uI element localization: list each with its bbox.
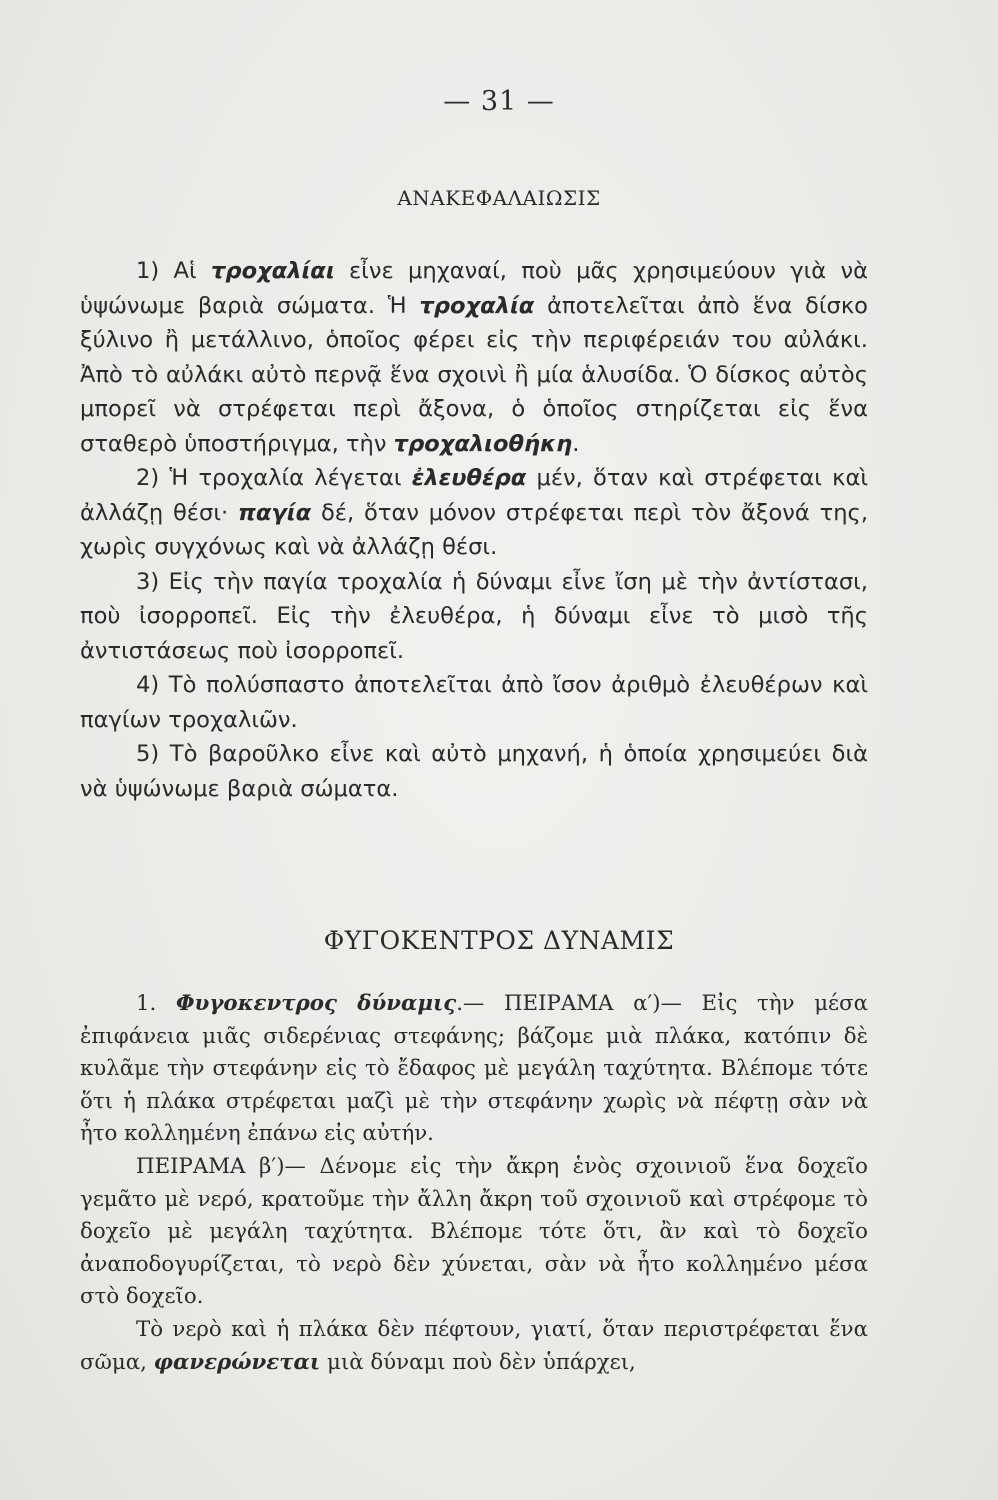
text-run: ἀποτελεῖται ἀπὸ ἕνα δίσκο ξύλινο ἢ μετάλλινο, ὁποῖος φέρει εἰς τὴν περιφέρειάν του αὐλάκι. Ἀπὸ τὸ αὐλάκι αὐτὸ περνᾷ ἕνα σχοινὶ ἢ μία ἁλυσίδα. Ὁ δίσκος αὐτὸς μπορεῖ νὰ στρέφεται περὶ ἄξονα, ὁ ὁποῖος στηρίζεται εἰς ἕνα σταθερὸ ὑποστήριγμα, τὴν bbox=[80, 292, 868, 457]
text-run: ΠΕΙΡΑΜΑ β′)— Δένομε εἰς τὴν ἄκρη ἑνὸς σχοινιοῦ ἕνα δοχεῖο γεμᾶτο μὲ νερό, κρατοῦμε τὴν ἄλλη ἄκρη τοῦ σχοινιοῦ καὶ στρέφομε τὸ δοχεῖο μὲ μεγάλη ταχύτητα. Βλέπομε τότε ὅτι, ἂν καὶ τὸ δοχεῖο ἀναποδογυρίζεται, τὸ νερὸ δὲν χύνεται, σὰν νὰ ἦτο κολλημένο μέσα στὸ δοχεῖο. bbox=[80, 1153, 868, 1310]
text-run: 2) Ἡ τροχαλία λέγεται bbox=[136, 465, 412, 491]
term-free: ἐλευθέρα bbox=[411, 465, 527, 491]
centrifugal-paragraph-3 bbox=[80, 1314, 868, 1379]
summary-paragraph-1 bbox=[80, 254, 868, 461]
term-fixed: παγία bbox=[238, 499, 312, 526]
term-pulley: τροχαλία bbox=[419, 292, 535, 319]
term-pulleys: τροχαλίαι bbox=[210, 258, 335, 284]
text-run: δέ, ὅταν μόνον στρέφεται περὶ τὸν ἄξονά της, χωρὶς συγχόνως καὶ νὰ ἀλλάζῃ θέσι. bbox=[80, 499, 869, 560]
term-pulley-block: τροχαλιοθήκη bbox=[393, 430, 573, 457]
section-title-summary: ΑΝΑΚΕΦΑΛΑΙΩΣΙΣ bbox=[397, 186, 601, 210]
centrifugal-paragraph-2 bbox=[80, 1151, 868, 1314]
summary-paragraph-4 bbox=[80, 668, 868, 737]
text-run: 4) Τὸ πολύσπαστο ἀποτελεῖται ἀπὸ ἴσον ἀριθμὸ ἐλευθέρων καὶ παγίων τροχαλιῶν. bbox=[80, 672, 868, 733]
text-run: 1. bbox=[136, 991, 176, 1016]
text-run: εἶνε μηχαναί, ποὺ μᾶς χρησιμεύουν γιὰ νὰ ὑψώνωμε βαριὰ σώματα. Ἡ bbox=[80, 258, 868, 319]
term-manifests: φανερώνεται bbox=[153, 1349, 321, 1375]
text-run: . bbox=[572, 430, 580, 457]
text-run: 5) Τὸ βαροῦλκο εἶνε καὶ αὐτὸ μηχανή, ἡ ὁποία χρησιμεύει διὰ νὰ ὑψώνωμε βαριὰ σώματα. bbox=[80, 741, 868, 802]
term-centrifugal-force: Φυγοκεντρος δύναμις bbox=[175, 991, 457, 1016]
text-run: Τὸ νερὸ καὶ ἡ πλάκα δὲν πέφτουν, γιατί, ὅταν περιστρέφεται ἕνα σῶμα, bbox=[80, 1316, 868, 1375]
text-run: 3) Εἰς τὴν παγία τροχαλία ἡ δύναμι εἶνε ἴση μὲ τὴν ἀντίστασι, ποὺ ἰσορροπεῖ. Εἰς τὴν ἐλευθέρα, ἡ δύναμι εἶνε τὸ μισὸ τῆς ἀντιστάσεως ποὺ ἰσορροπεῖ. bbox=[80, 568, 868, 664]
summary-body bbox=[80, 254, 868, 806]
section-title-centrifugal: ΦΥΓΟΚΕΝΤΡΟΣ ΔΥΝΑΜΙΣ bbox=[323, 926, 675, 955]
text-run: μιὰ δύναμι ποὺ δὲν ὑπάρχει, bbox=[320, 1349, 636, 1375]
page-number: — 31 — bbox=[443, 86, 555, 117]
summary-paragraph-3 bbox=[80, 565, 868, 669]
centrifugal-paragraph-1 bbox=[80, 988, 868, 1151]
text-run: μέν, ὅταν καὶ στρέφεται καὶ ἀλλάζῃ θέσι· bbox=[80, 465, 868, 526]
text-run: .— ΠΕΙΡΑΜΑ α′)— Εἰς τὴν μέσα ἐπιφάνεια μιᾶς σιδερένιας στεφάνης; βάζομε μιὰ πλάκα, κατόπιν δὲ κυλᾶμε τὴν στεφάνην εἰς τὸ ἔδαφος μὲ μεγάλη ταχύτητα. Βλέπομε τότε ὅτι ἡ πλάκα στρέφεται μαζὶ μὲ τὴν στεφάνην χωρὶς νὰ πέφτῃ σὰν νὰ ἦτο κολλημένη ἐπάνω εἰς αὐτήν. bbox=[80, 991, 868, 1147]
summary-paragraph-5 bbox=[80, 737, 868, 806]
centrifugal-body bbox=[80, 988, 868, 1379]
text-run: 1) Αἱ bbox=[136, 258, 211, 284]
summary-paragraph-2 bbox=[80, 461, 868, 565]
